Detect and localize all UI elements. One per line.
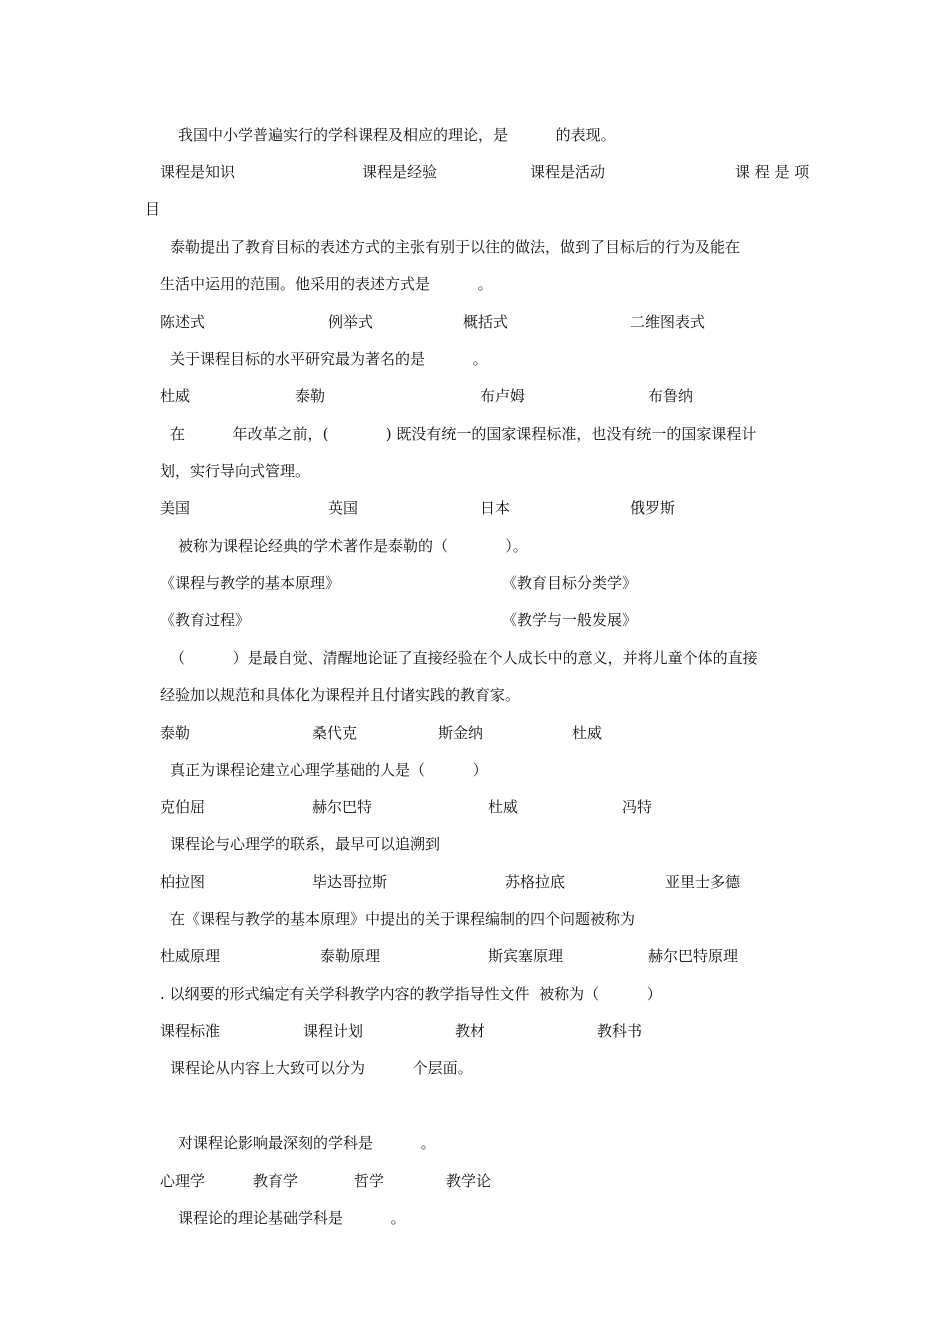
option-a: 《课程与教学的基本原理》 [160, 574, 341, 592]
question-2-cont: 生活中运用的范围。他采用的表述方式是 。 [160, 275, 493, 293]
option-b: 课程计划 [303, 1022, 364, 1040]
option-b: 毕达哥拉斯 [312, 873, 388, 891]
option-b: 英国 [328, 499, 359, 517]
option-c: 布卢姆 [480, 387, 526, 405]
option-b: 教育学 [253, 1172, 299, 1190]
question-13: 课程论的理论基础学科是 。 [178, 1209, 406, 1227]
option-b: 《教育目标分类学》 [502, 574, 638, 592]
option-a: 陈述式 [160, 313, 206, 331]
option-a: 克伯屈 [160, 798, 206, 816]
question-6: （ ）是最自觉、清醒地论证了直接经验在个人成长中的意义，并将儿童个体的直接 [170, 649, 758, 667]
option-d-wrap: 目 [145, 200, 161, 218]
option-d: 教学论 [446, 1172, 492, 1190]
option-c: 哲学 [354, 1172, 385, 1190]
option-c: 日本 [480, 499, 511, 517]
option-c: 教材 [455, 1022, 486, 1040]
option-b: 桑代克 [312, 724, 358, 742]
question-8: 课程论与心理学的联系，最早可以追溯到 [170, 835, 441, 853]
option-a: 杜威原理 [160, 947, 221, 965]
option-c: 斯宾塞原理 [488, 947, 564, 965]
option-d: 赫尔巴特原理 [648, 947, 739, 965]
question-4: 在 年改革之前，( ) 既没有统一的国家课程标准，也没有统一的国家课程计 [170, 425, 757, 443]
option-b: 课程是经验 [362, 163, 438, 181]
question-3: 关于课程目标的水平研究最为著名的是 。 [170, 350, 488, 368]
option-a: 柏拉图 [160, 873, 206, 891]
option-d: 俄罗斯 [630, 499, 676, 517]
option-b: 例举式 [328, 313, 374, 331]
question-5: 被称为课程论经典的学术著作是泰勒的（ ）。 [178, 537, 528, 555]
question-12: 对课程论影响最深刻的学科是 。 [178, 1134, 436, 1152]
question-6-cont: 经验加以规范和具体化为课程并且付诸实践的教育家。 [160, 686, 521, 704]
option-d: 布鲁纳 [648, 387, 694, 405]
option-c: 斯金纳 [438, 724, 484, 742]
option-d: 杜威 [572, 724, 603, 742]
option-c: 《教育过程》 [160, 611, 251, 629]
question-4-cont: 划，实行导向式管理。 [160, 462, 311, 480]
question-2: 泰勒提出了教育目标的表述方式的主张有别于以往的做法，做到了目标后的行为及能在 [170, 238, 741, 256]
option-a: 杜威 [160, 387, 191, 405]
option-d: 课 程 是 项 [735, 163, 810, 181]
option-c: 概括式 [463, 313, 509, 331]
option-d: 教科书 [597, 1022, 643, 1040]
option-b: 泰勒 [295, 387, 326, 405]
question-1: 我国中小学普遍实行的学科课程及相应的理论，是 的表现。 [178, 126, 616, 144]
option-d: 冯特 [622, 798, 653, 816]
question-7: 真正为课程论建立心理学基础的人是（ ） [170, 761, 488, 779]
option-d: 二维图表式 [630, 313, 706, 331]
option-b: 泰勒原理 [320, 947, 381, 965]
option-d: 亚里士多德 [665, 873, 741, 891]
question-10: . 以纲要的形式编定有关学科教学内容的教学指导性文件 被称为（ ） [160, 985, 662, 1003]
option-d: 《教学与一般发展》 [502, 611, 638, 629]
option-a: 课程是知识 [160, 163, 236, 181]
option-a: 课程标准 [160, 1022, 221, 1040]
question-11: 课程论从内容上大致可以分为 个层面。 [170, 1059, 473, 1077]
question-9: 在《课程与教学的基本原理》中提出的关于课程编制的四个问题被称为 [170, 910, 636, 928]
option-c: 课程是活动 [530, 163, 606, 181]
option-a: 心理学 [160, 1172, 206, 1190]
option-a: 美国 [160, 499, 191, 517]
option-c: 杜威 [488, 798, 519, 816]
option-b: 赫尔巴特 [312, 798, 373, 816]
option-c: 苏格拉底 [505, 873, 566, 891]
option-a: 泰勒 [160, 724, 191, 742]
